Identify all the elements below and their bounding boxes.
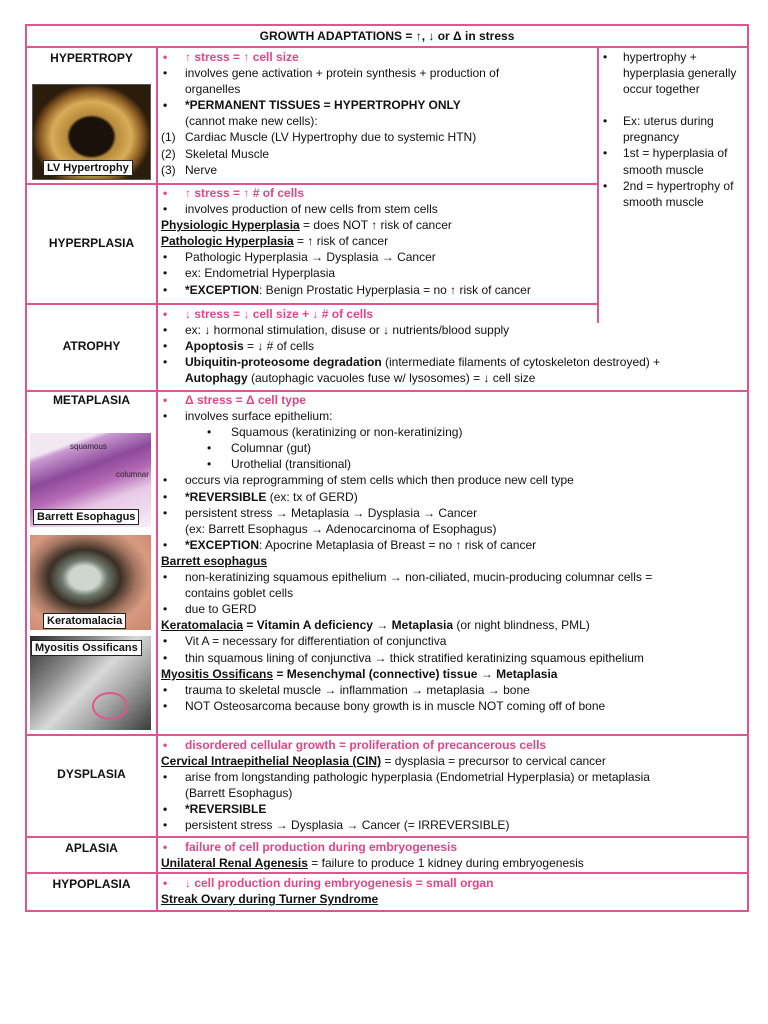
image-label: squamous — [70, 442, 107, 451]
dysplasia-definition: • disordered cellular growth = proliferation of precancerous cells — [161, 737, 744, 753]
lv-hypertrophy-image — [32, 84, 151, 180]
text-line: • persistent stress → Dysplasia → Cancer (= IRREVERSIBLE) — [161, 817, 744, 833]
text-line: contains goblet cells — [185, 586, 294, 601]
term: Autophagy — [185, 371, 248, 386]
section-dysplasia — [27, 736, 747, 838]
image-caption: Myositis Ossificans — [31, 640, 142, 656]
section-metaplasia — [27, 392, 747, 736]
term: Apoptosis — [185, 339, 244, 354]
text-line: • NOT Osteosarcoma because bony growth is in muscle NOT coming off of bone — [161, 698, 744, 714]
text-line: • occurs via reprogramming of stem cells which then produce new cell type — [161, 472, 744, 488]
hypertrophy-definition: • ↑ stress = ↑ cell size — [161, 49, 594, 65]
text-line: • *REVERSIBLE — [161, 801, 744, 817]
text-line: • involves gene activation + protein synthesis + production of — [161, 65, 594, 81]
section-label: METAPLASIA — [52, 393, 131, 407]
side-notes — [597, 48, 747, 323]
text-line — [161, 370, 744, 386]
term: Pathologic Hyperplasia — [161, 234, 294, 249]
section-label: HYPERTROPY — [50, 51, 133, 65]
text-line: • persistent stress → Metaplasia → Dysplasia → Cancer — [161, 505, 744, 521]
section-label: APLASIA — [65, 841, 118, 855]
numbered-item — [161, 146, 594, 162]
hypoplasia-definition: • ↓ cell production during embryogenesis = small organ — [161, 875, 744, 891]
text-line: (autophagic vacuoles fuse w/ lysosomes) = ↓ cell size — [247, 371, 536, 386]
term: Ubiquitin-proteosome degradation — [185, 355, 382, 370]
page-title: GROWTH ADAPTATIONS = ↑, ↓ or Δ in stress — [27, 26, 747, 48]
text-line: organelles — [185, 82, 241, 97]
barrett-esophagus-image — [30, 433, 151, 527]
side-note: • Ex: uterus during pregnancy — [599, 113, 747, 145]
text-line: • arise from longstanding pathologic hyperplasia (Endometrial Hyperplasia) or metaplasia — [161, 769, 744, 785]
text-line — [161, 354, 744, 370]
text-line: • Urothelial (transitional) — [161, 456, 744, 472]
side-note: • hypertrophy + hyperplasia generally occur together — [599, 49, 747, 97]
text-line: • ex: ↓ hormonal stimulation, disuse or ↓ nutrients/blood supply — [161, 322, 744, 338]
text-line: = ↑ risk of cancer — [293, 234, 389, 249]
term: *EXCEPTION — [185, 537, 260, 552]
text-line: = failure to produce 1 kidney during embryogenesis — [307, 856, 584, 871]
term: Unilateral Renal Agenesis — [161, 856, 308, 871]
text-line: • thin squamous lining of conjunctiva → thick stratified keratinizing squamous epithelium — [161, 650, 744, 666]
text-line: • *PERMANENT TISSUES = HYPERTROPHY ONLY — [161, 97, 594, 113]
text-line: (or night blindness, PML) — [453, 618, 590, 633]
text-line: Nerve — [185, 162, 218, 177]
section-label: HYPERPLASIA — [48, 236, 135, 250]
item-number: (2) — [161, 146, 176, 161]
term: *EXCEPTION — [185, 282, 260, 297]
text-line — [161, 282, 594, 298]
text-line: : Apocrine Metaplasia of Breast = no ↑ risk of cancer — [259, 537, 537, 552]
text-line: = Mesenchymal (connective) tissue → Metaplasia — [273, 666, 558, 681]
image-label: columnar — [116, 470, 149, 479]
item-number: (1) — [161, 130, 176, 145]
image-caption: Barrett Esophagus — [33, 509, 139, 525]
myositis-ossificans-image — [30, 636, 151, 730]
text-line — [161, 338, 744, 354]
text-line: Cardiac Muscle (LV Hypertrophy due to systemic HTN) — [185, 130, 477, 145]
text-line — [161, 217, 594, 233]
text-line — [161, 855, 744, 871]
text-line — [161, 753, 744, 769]
text-line: (intermediate filaments of cytoskeleton destroyed) + — [381, 355, 661, 370]
text-line: (cannot make new cells): — [185, 114, 318, 129]
term: Physiologic Hyperplasia — [161, 218, 300, 233]
term: *REVERSIBLE — [185, 489, 267, 504]
term: Keratomalacia — [161, 618, 244, 633]
text-line — [161, 489, 744, 505]
text-line: • non-keratinizing squamous epithelium → non-ciliated, mucin-producing columnar cells = — [161, 569, 744, 585]
term: Cervical Intraepithelial Neoplasia (CIN) — [161, 754, 382, 769]
image-caption: LV Hypertrophy — [43, 160, 133, 176]
keratomalacia-image — [30, 535, 151, 630]
text-line: • trauma to skeletal muscle → inflammation → metaplasia → bone — [161, 682, 744, 698]
section-label: DYSPLASIA — [57, 767, 126, 781]
section-aplasia — [27, 838, 747, 874]
text-line: = does NOT ↑ risk of cancer — [299, 218, 452, 233]
section-label: ATROPHY — [62, 339, 121, 353]
text-line: (ex: Barrett Esophagus → Adenocarcinoma of Esophagus) — [185, 521, 497, 536]
text-line — [161, 233, 594, 249]
text-line — [161, 537, 744, 553]
term: Myositis Ossificans — [161, 666, 274, 681]
text-line: • ex: Endometrial Hyperplasia — [161, 265, 594, 281]
text-line — [161, 666, 744, 682]
text-line: = ↓ # of cells — [243, 339, 315, 354]
hyperplasia-definition: • ↑ stress = ↑ # of cells — [161, 185, 594, 201]
text-line: : Benign Prostatic Hyperplasia = no ↑ risk of cancer — [259, 282, 531, 297]
text-line: • Vit A = necessary for differentiation of conjunctiva — [161, 633, 744, 649]
text-line: Skeletal Muscle — [185, 146, 270, 161]
image-caption: Keratomalacia — [43, 613, 126, 629]
side-note: • 2nd = hypertrophy of smooth muscle — [599, 178, 747, 210]
side-note: • 1st = hyperplasia of smooth muscle — [599, 145, 747, 177]
text-line — [161, 617, 744, 633]
atrophy-definition: • ↓ stress = ↓ cell size + ↓ # of cells — [161, 306, 744, 322]
text-line: (Barrett Esophagus) — [185, 786, 293, 801]
text-line: (ex: tx of GERD) — [266, 489, 358, 504]
text-line: = dysplasia = precursor to cervical cancer — [381, 754, 606, 769]
text-line: • Pathologic Hyperplasia → Dysplasia → Cancer — [161, 249, 594, 265]
highlight-circle-icon — [92, 692, 128, 720]
term: Barrett esophagus — [161, 553, 268, 568]
text-line: • involves production of new cells from stem cells — [161, 201, 594, 217]
text-line: • due to GERD — [161, 601, 744, 617]
term: Streak Ovary during Turner Syndrome — [161, 892, 379, 907]
numbered-item — [161, 162, 594, 178]
text-line: • Squamous (keratinizing or non-keratinizing) — [161, 424, 744, 440]
aplasia-definition: • failure of cell production during embryogenesis — [161, 839, 744, 855]
item-number: (3) — [161, 162, 176, 177]
section-label: HYPOPLASIA — [52, 877, 131, 891]
section-hypoplasia — [27, 874, 747, 910]
numbered-item — [161, 129, 594, 145]
metaplasia-definition: • Δ stress = Δ cell type — [161, 392, 744, 408]
text-line: = Vitamin A deficiency → Metaplasia — [243, 618, 454, 633]
text-line: • involves surface epithelium: — [161, 408, 744, 424]
text-line: • Columnar (gut) — [161, 440, 744, 456]
growth-adaptations-table — [25, 24, 749, 912]
